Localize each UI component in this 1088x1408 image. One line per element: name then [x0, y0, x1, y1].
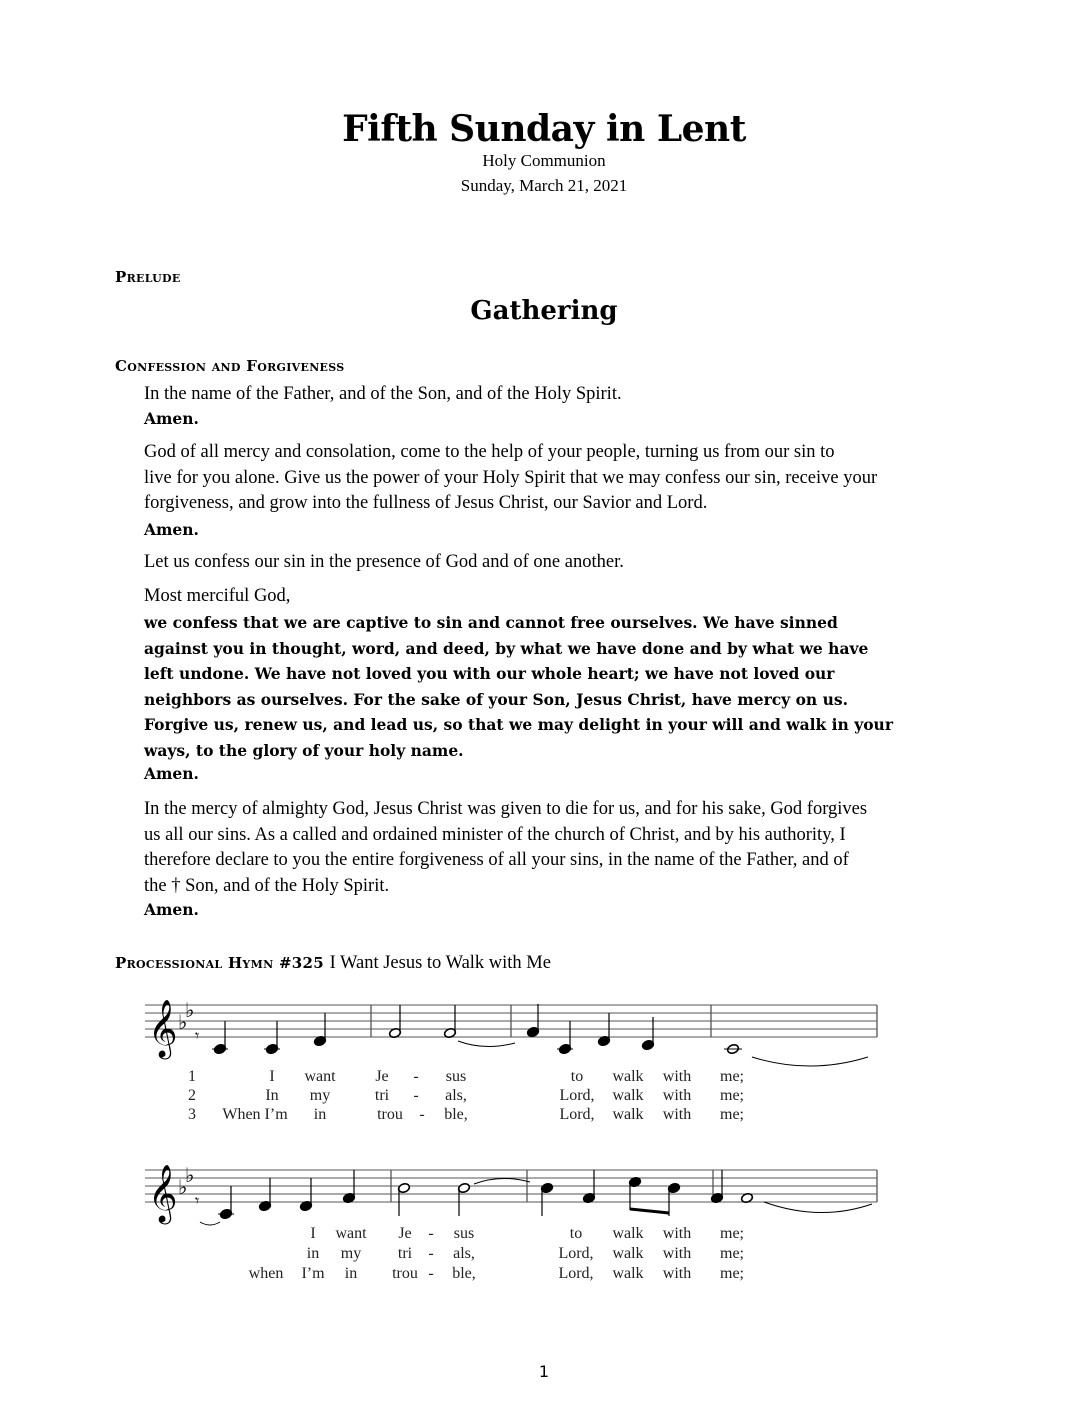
lyric-syllable: ble, — [444, 1106, 468, 1123]
verse-number: 1 — [188, 1068, 196, 1085]
lyric-syllable: me; — [720, 1265, 744, 1282]
congregation-confession — [144, 610, 984, 763]
confession-line: we confess that we are captive to sin and cannot free ourselves. We have sinned — [144, 613, 838, 632]
lyric-syllable: sus — [453, 1225, 475, 1242]
lyric-syllable: me; — [720, 1225, 744, 1242]
eighth-rest-icon: 𝄾 — [195, 1028, 200, 1045]
beam — [630, 1209, 669, 1213]
lyric-syllable: tri — [397, 1245, 413, 1262]
lyric-syllable: trou — [377, 1106, 403, 1123]
lyric-syllable: sus — [445, 1068, 467, 1085]
hymn-rubric — [115, 953, 551, 974]
music-staff-system-1 — [140, 985, 900, 1130]
lyric-syllable: tri — [374, 1087, 390, 1104]
confession-line: ways, to the glory of your holy name. — [144, 740, 464, 760]
flat-sign-icon: ♭ — [178, 1012, 188, 1034]
lyric-syllable: with — [662, 1087, 692, 1104]
confession-line: against you in thought, word, and deed, by what we have done and by what we have — [144, 638, 869, 658]
absolution-text — [144, 797, 984, 899]
confession-line: left undone. We have not loved you with our whole heart; we have not loved our — [144, 664, 835, 683]
tie — [752, 1057, 868, 1066]
flat-sign-icon: ♭ — [185, 1165, 195, 1187]
lyric-syllable: walk — [612, 1068, 644, 1085]
amen-response: Amen. — [144, 520, 199, 539]
lyric-syllable: als, — [445, 1087, 467, 1104]
tie — [474, 1178, 530, 1184]
lyric-syllable: with — [662, 1225, 692, 1242]
treble-clef-icon: 𝄞 — [148, 1164, 178, 1222]
lyric-syllable: my — [309, 1087, 331, 1104]
prayer-line: forgiveness, and grow into the fullness of Jesus Christ, our Savior and Lord. — [144, 493, 708, 513]
amen-response: Amen. — [144, 764, 199, 783]
lyric-syllable: with — [662, 1245, 692, 1262]
lyric-syllable: Lord, — [558, 1265, 594, 1282]
invitation-text: Let us confess our sin in the presence of God and of one another. — [144, 552, 624, 572]
lyric-syllable: me; — [720, 1106, 744, 1123]
lyric-syllable: ble, — [452, 1265, 476, 1282]
confession-rubric: Confession and Forgiveness — [115, 357, 345, 375]
lyric-syllable: als, — [453, 1245, 475, 1262]
prayer-line: live for you alone. Give us the power of your Holy Spirit that we may confess our sin, receive your — [144, 467, 878, 488]
lyric-syllable: Lord, — [559, 1106, 595, 1123]
invocation-text: In the name of the Father, and of the Son, and of the Holy Spirit. — [144, 384, 622, 404]
lyric-syllable: Lord, — [559, 1087, 595, 1104]
lyric-syllable: want — [304, 1068, 336, 1085]
lyric-syllable: in — [306, 1245, 320, 1262]
absolution-line: therefore declare to you the entire forgiveness of all your sins, in the name of the Father, and of — [144, 850, 849, 870]
lyric-syllable: - — [413, 1068, 419, 1085]
lyric-syllable: with — [662, 1265, 692, 1282]
flat-sign-icon: ♭ — [178, 1177, 188, 1199]
amen-response: Amen. — [144, 409, 199, 428]
lyric-syllable: me; — [720, 1245, 744, 1262]
lyric-syllable: I’m — [301, 1265, 325, 1282]
lyric-syllable: Lord, — [558, 1245, 594, 1262]
amen-response: Amen. — [144, 900, 199, 919]
lyric-syllable: walk — [612, 1265, 644, 1282]
lyric-syllable: walk — [612, 1087, 644, 1104]
lyric-syllable: - — [419, 1106, 425, 1123]
flat-sign-icon: ♭ — [185, 1000, 195, 1022]
lyric-syllable: - — [428, 1265, 434, 1282]
lyric-syllable: - — [413, 1087, 419, 1104]
confession-address: Most merciful God, — [144, 586, 291, 606]
treble-clef-icon: 𝄞 — [148, 999, 178, 1057]
confession-line: neighbors as ourselves. For the sake of your Son, Jesus Christ, have mercy on us. — [144, 689, 848, 709]
hymn-label: Processional Hymn #325 — [115, 954, 325, 972]
lyric-syllable: my — [340, 1245, 362, 1262]
lyric-syllable: me; — [720, 1068, 744, 1085]
lyric-syllable: me; — [720, 1087, 744, 1104]
lyric-syllable: when — [248, 1265, 284, 1282]
service-date: Sunday, March 21, 2021 — [460, 176, 628, 195]
lyric-syllable: to — [570, 1068, 584, 1085]
lyric-syllable: walk — [612, 1245, 644, 1262]
lyric-syllable: walk — [612, 1225, 644, 1242]
lyrics — [249, 1225, 744, 1282]
lyric-syllable: I — [310, 1225, 316, 1242]
verse-number: 2 — [188, 1087, 196, 1104]
lyric-syllable: In — [265, 1087, 279, 1104]
prayer-line: God of all mercy and consolation, come to the help of your people, turning us from our sin to — [144, 442, 835, 462]
absolution-line: the † Son, and of the Holy Spirit. — [144, 875, 390, 896]
lyric-syllable: in — [313, 1106, 327, 1123]
lyric-syllable: Je — [398, 1225, 412, 1242]
lyric-syllable: with — [662, 1068, 692, 1085]
lyric-syllable: When I’m — [222, 1106, 288, 1123]
lyric-syllable: - — [428, 1225, 434, 1242]
absolution-line: In the mercy of almighty God, Jesus Christ was given to die for us, and for his sake, God forgives — [144, 799, 868, 819]
lyric-syllable: in — [344, 1265, 358, 1282]
verse-number: 3 — [188, 1106, 196, 1123]
hymn-title: I Want Jesus to Walk with Me — [329, 953, 551, 973]
page-title: Fifth Sunday in Lent — [342, 108, 746, 150]
prelude-rubric: Prelude — [115, 268, 181, 286]
service-name: Holy Communion — [482, 151, 606, 170]
lyric-syllable: I — [269, 1068, 275, 1085]
lyric-syllable: with — [662, 1106, 692, 1123]
absolution-line: us all our sins. As a called and ordained minister of the church of Christ, and by his authority, I — [144, 824, 846, 845]
lyric-syllable: to — [569, 1225, 583, 1242]
music-staff-system-2 — [140, 1130, 900, 1300]
staff-lines — [145, 1170, 877, 1202]
lyric-syllable: Je — [375, 1068, 389, 1085]
lyric-syllable: trou — [392, 1265, 418, 1282]
lyric-syllable: want — [335, 1225, 367, 1242]
tie — [764, 1202, 872, 1213]
lyrics-verse-numbers — [188, 1068, 196, 1123]
gathering-heading: Gathering — [470, 296, 618, 326]
lyric-syllable: - — [428, 1245, 434, 1262]
eighth-rest-icon: 𝄾 — [195, 1193, 200, 1210]
opening-prayer — [144, 440, 984, 517]
confession-line: Forgive us, renew us, and lead us, so that we may delight in your will and walk in your — [144, 715, 893, 734]
tie — [200, 1222, 220, 1225]
page-number: 1 — [538, 1362, 550, 1381]
lyrics — [222, 1068, 744, 1123]
lyric-syllable: walk — [612, 1106, 644, 1123]
tie — [458, 1041, 515, 1047]
